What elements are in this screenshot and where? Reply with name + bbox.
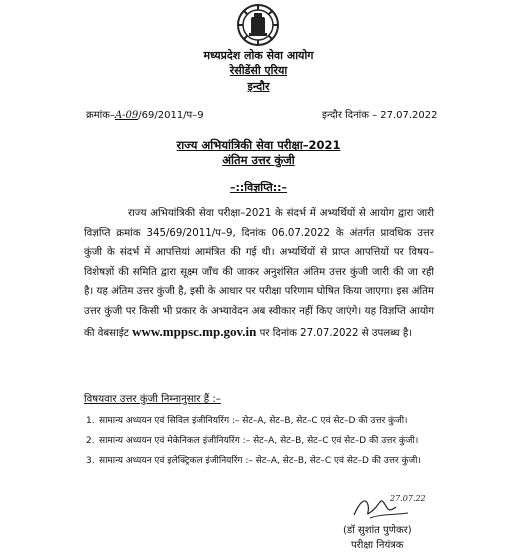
notice-title: –::विज्ञप्ति::– <box>229 181 288 194</box>
list-item-number: 2. <box>86 436 95 446</box>
signature-date: 27.07.22 <box>390 494 426 503</box>
website-link[interactable]: www.mppsc.mp.gov.in <box>132 323 257 339</box>
reference-handwritten-number: A-09 <box>114 110 139 121</box>
body-text-2: पर दिनांक 27.07.2022 से उपलब्ध है। <box>256 327 413 339</box>
answer-key-list <box>86 414 446 474</box>
exam-title: राज्य अभियांत्रिकी सेवा परीक्षा–2021 <box>176 138 341 152</box>
signature-image <box>350 491 426 521</box>
answer-key-title: अंतिम उत्तर कुंजी <box>222 153 295 167</box>
reference-label: क्रमांक– <box>86 110 115 121</box>
list-item <box>86 434 446 449</box>
list-item-text: सामान्य अध्ययन एवं इलेक्ट्रिकल इंजीनियरिंग :– सेट–A, सेट–B, सेट–C एवं सेट–D की उत्तर कुंजी। <box>99 456 421 466</box>
list-item-number: 3. <box>86 456 95 466</box>
notice-body <box>84 204 434 343</box>
mppsc-emblem-icon <box>237 4 279 46</box>
reference-date: इन्दौर दिनांक – 27.07.2022 <box>322 110 438 121</box>
list-item <box>86 454 446 469</box>
reference-number <box>86 107 204 121</box>
body-text-1: राज्य अभियांत्रिकी सेवा परीक्षा–2021 के संदर्भ में अभ्यर्थियों से आयोग द्वारा जारी विज्ञप्ति क्रमांक 345/69/2011/प–9, दिनांक 06.07.2022 के अंतर्गत प्रावधिक उत्तर कुंजी के संदर्भ में आपत्तियां आमंत्रित की गई थी। अभ्यर्थियों से प्राप्त आपत्तियों पर विषय–विशेषज्ञों की समिति द्वारा सूक्ष्म जाँच की जाकर अनुशंसित अंतिम उत्तर कुंजी जारी की जा रही है। यह अंतिम उत्तर कुंजी है, इसी के आधार पर परीक्षा परिणाम घोषित किया जाएगा। इस अंतिम उत्तर कुंजी पर किसी भी प्रकार के अभ्यावेदन अब स्वीकार नहीं किए जाएंगे। यह विज्ञप्ति आयोग की वेबसाईट <box>84 208 434 339</box>
reference-suffix: /69/2011/प–9 <box>138 110 204 121</box>
list-heading: विषयवार उत्तर कुंजी निम्नानुसार हैं :– <box>84 394 221 405</box>
signatory-name: (डॉ सुशांत पुणेकर) <box>343 525 412 536</box>
list-item-number: 1. <box>86 416 95 426</box>
list-item-text: सामान्य अध्ययन एवं मेकेनिकल इंजीनियरिंग :– सेट–A, सेट–B, सेट–C एवं सेट–D की उत्तर कुंजी। <box>99 436 419 446</box>
org-name: मध्यप्रदेश लोक सेवा आयोग <box>203 49 314 62</box>
org-area: रेसीडेंसी एरिया <box>229 64 288 77</box>
org-city: इन्दौर <box>247 80 270 93</box>
signatory-designation: परीक्षा नियंत्रक <box>351 540 404 551</box>
list-item-text: सामान्य अध्ययन एवं सिविल इंजीनियरिंग :– सेट–A, सेट–B, सेट–C एवं सेट–D की उत्तर कुंजी। <box>99 416 408 426</box>
list-item <box>86 414 446 429</box>
